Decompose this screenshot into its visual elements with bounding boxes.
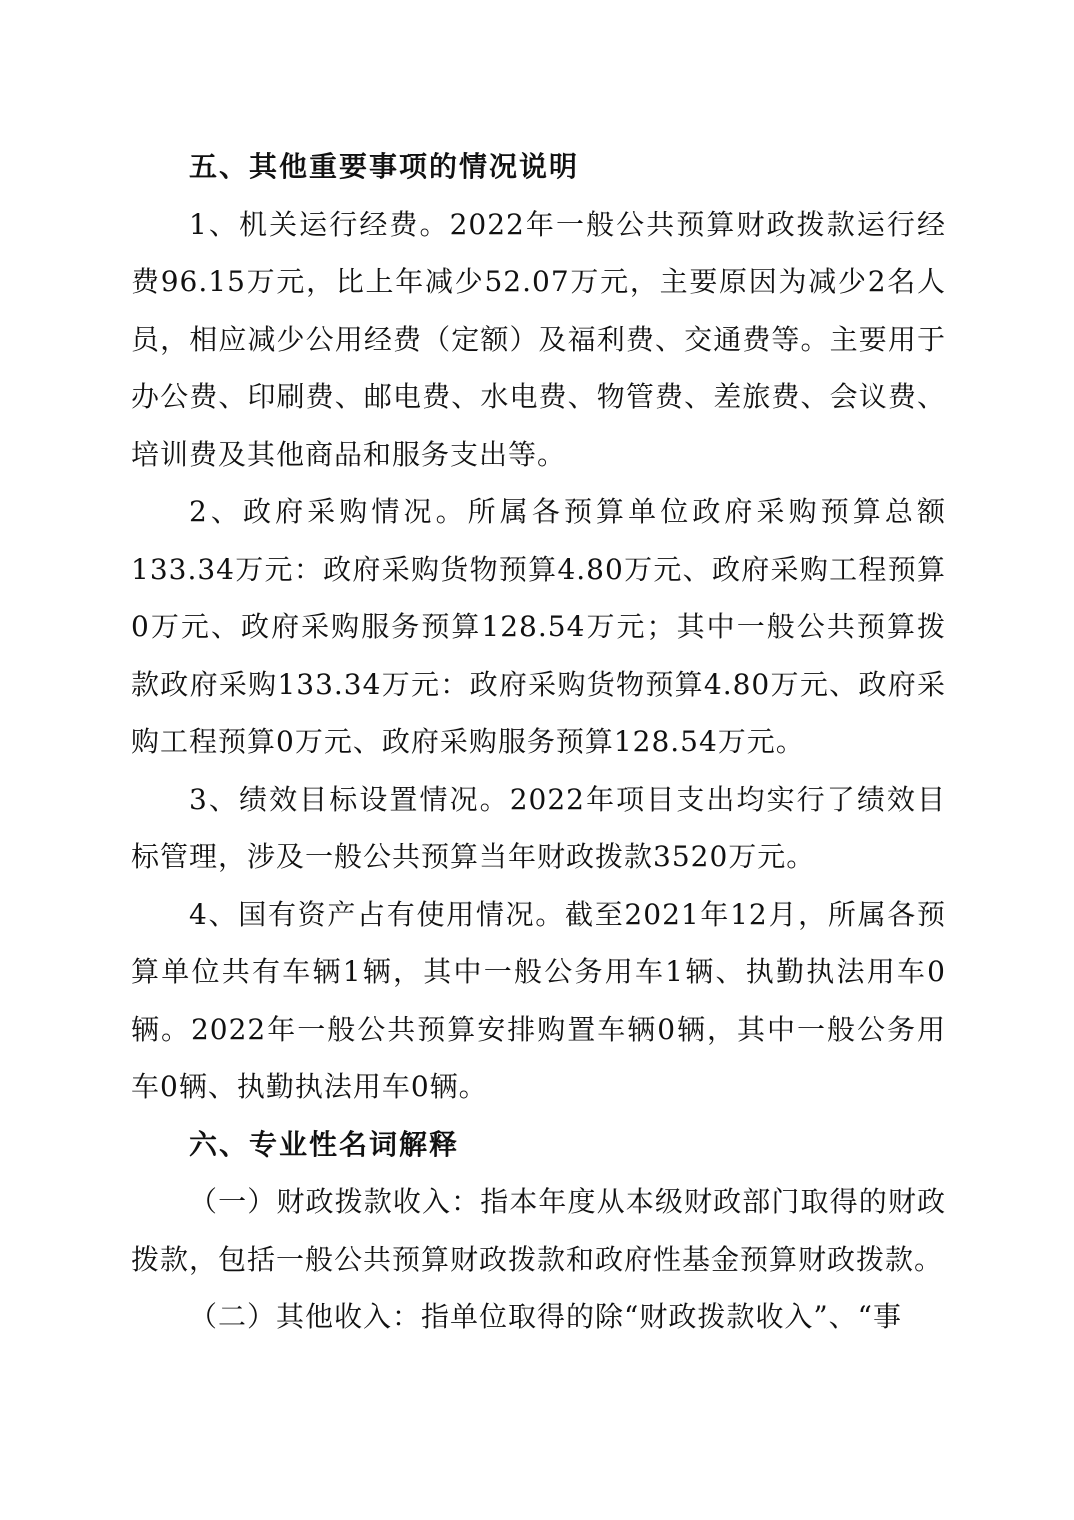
section-heading-terminology: 六、专业性名词解释 (189, 1127, 460, 1161)
paragraph-performance-targets: 3、绩效目标设置情况。2022年项目支出均实行了绩效目标管理，涉及一般公共预算当年财政拨款3520万元。 (131, 782, 946, 873)
paragraph-other-income: （二）其他收入：指单位取得的除“财政拨款收入”、“事 (189, 1300, 902, 1333)
paragraph-government-procurement: 2、政府采购情况。所属各预算单位政府采购预算总额133.34万元：政府采购货物预算4.80万元、政府采购工程预算0万元、政府采购服务预算128.54万元；其中一般公共预算拨款政府采购133.34万元：政府采购货物预算4.80万元、政府采购工程预算0万元、政府采购服务预算128.54万元。 (131, 495, 946, 758)
section-heading-other-matters: 五、其他重要事项的情况说明 (189, 150, 580, 183)
paragraph-operating-expenses: 1、机关运行经费。2022年一般公共预算财政拨款运行经费96.15万元，比上年减少52.07万元，主要原因为减少2名人员，相应减少公用经费（定额）及福利费、交通费等。主要用于办公费、印刷费、邮电费、水电费、物管费、差旅费、会议费、培训费及其他商品和服务支出等。 (131, 207, 946, 471)
document-page (131, 138, 946, 1346)
paragraph-fiscal-appropriation-income: （一）财政拨款收入：指本年度从本级财政部门取得的财政拨款，包括一般公共预算财政拨款和政府性基金预算财政拨款。 (131, 1185, 946, 1276)
paragraph-state-assets: 4、国有资产占有使用情况。截至2021年12月，所属各预算单位共有车辆1辆，其中一般公务用车1辆、执勤执法用车0辆。2022年一般公共预算安排购置车辆0辆，其中一般公务用车0辆、执勤执法用车0辆。 (131, 897, 946, 1103)
